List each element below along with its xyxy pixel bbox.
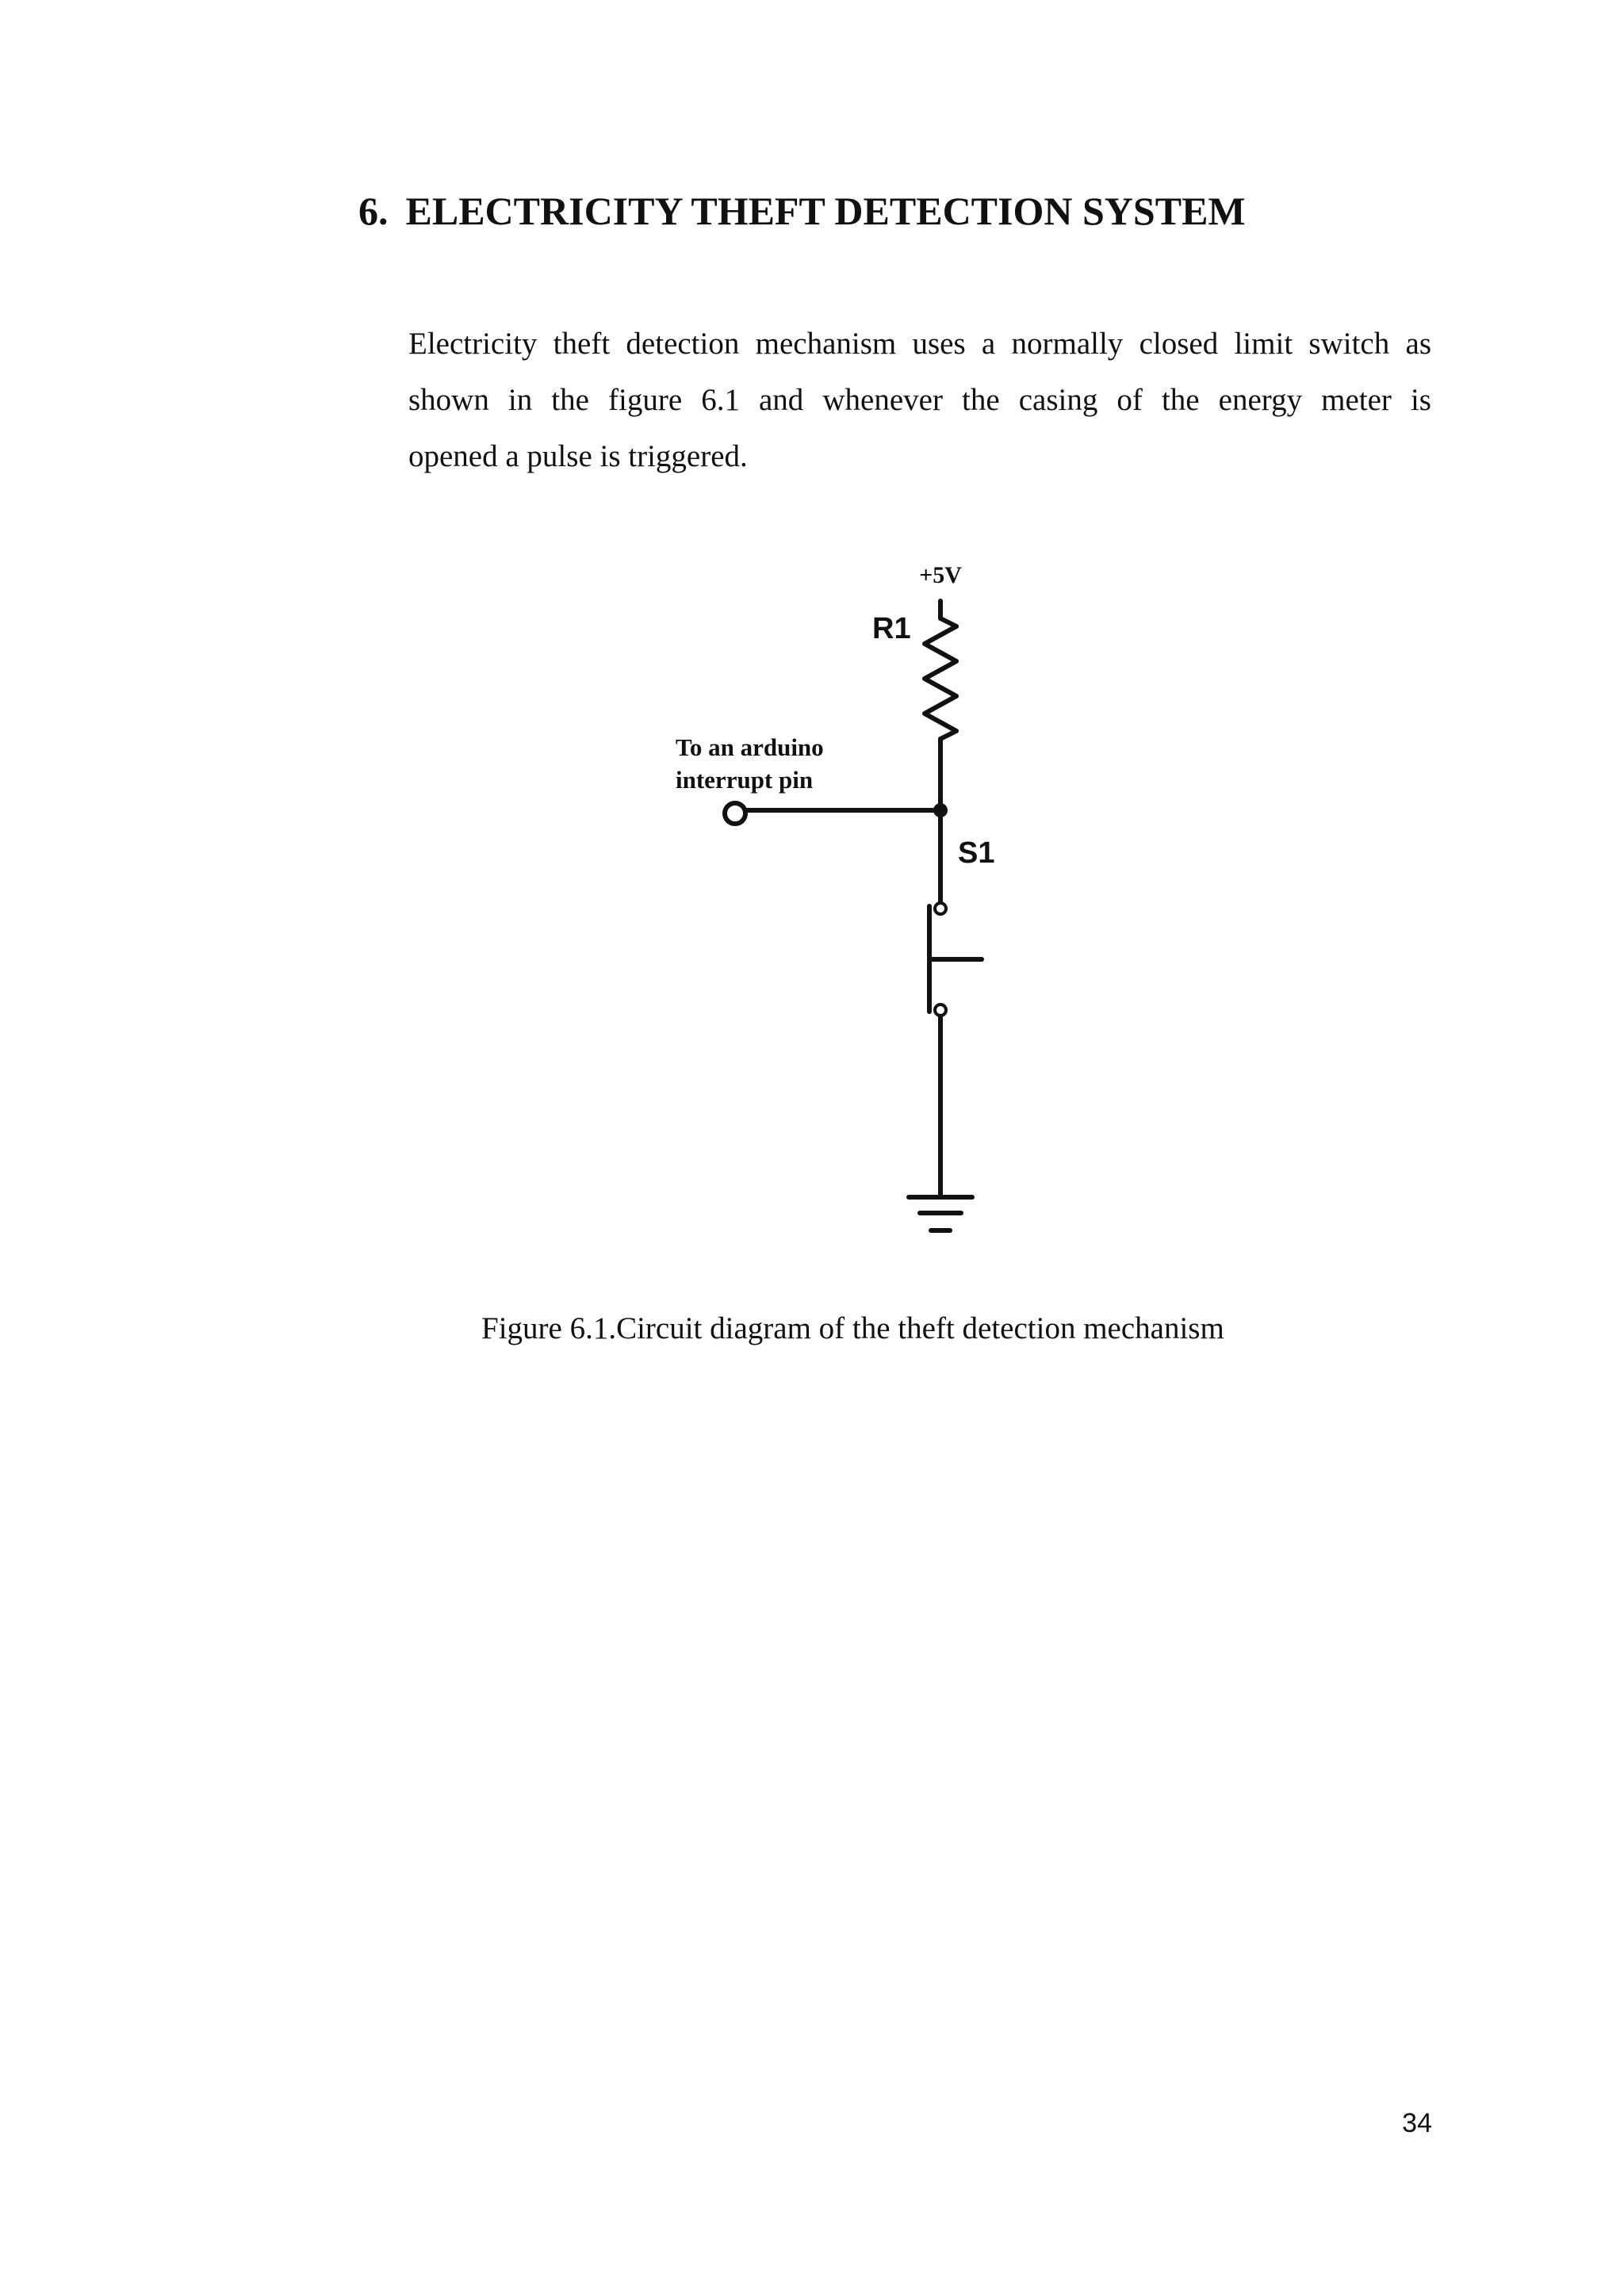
section-title: ELECTRICITY THEFT DETECTION SYSTEM [405,189,1246,233]
junction-dot [933,803,948,817]
interrupt-label-line2: interrupt pin [676,766,814,794]
switch-contact-bottom [935,1004,946,1016]
resistor-r1-symbol [925,626,956,739]
figure-caption: Figure 6.1.Circuit diagram of the theft detection mechanism [481,1311,1224,1345]
resistor-label: R1 [872,612,911,645]
circuit-diagram [650,555,999,1253]
paragraph-line-2: shown in the figure 6.1 and whenever the casing of the energy meter is [408,383,1431,417]
supply-wire [940,601,956,626]
paragraph-line-1: Electricity theft detection mechanism uses a normally closed limit switch as [408,327,1431,361]
section-number: 6. [358,189,389,233]
paragraph-line-3: opened a pulse is triggered. [408,439,748,473]
page-number: 34 [1402,2108,1432,2138]
interrupt-label-line1: To an arduino [676,733,824,761]
supply-label: +5V [919,562,962,588]
switch-label: S1 [958,836,995,870]
interrupt-terminal [725,803,745,824]
section-heading [358,187,1246,235]
switch-contact-top [935,903,946,914]
